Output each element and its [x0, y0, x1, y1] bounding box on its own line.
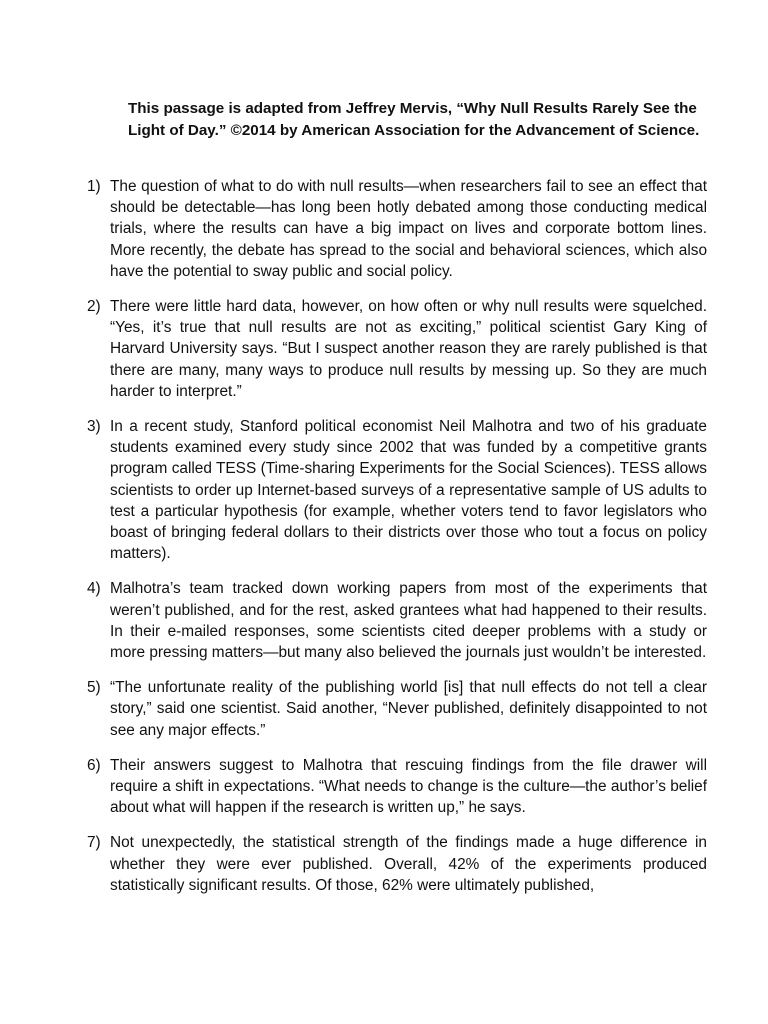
paragraph-2: [87, 296, 707, 402]
paragraph-3: [87, 416, 707, 564]
paragraph-5: [87, 677, 707, 741]
paragraph-number: 5): [87, 679, 101, 697]
paragraph-4: [87, 578, 707, 663]
paragraph-number: 6): [87, 756, 101, 774]
paragraph-number: 1): [87, 178, 101, 195]
paragraph-text: “The unfortunate reality of the publishing world [is] that null effects do not tell a clear story,” said one scientist. Said another, “Never published, definitely disappointed to not see any major effects.”: [110, 679, 707, 739]
source-note: This passage is adapted from Jeffrey Mervis, “Why Null Results Rarely See the Light of Day.” ©2014 by American Association for the Advancement of Science.: [128, 100, 700, 139]
paragraph-number: 3): [87, 418, 101, 436]
paragraph-1: [87, 176, 707, 282]
paragraph-number: 2): [87, 298, 101, 316]
paragraph-text: Malhotra’s team tracked down working papers from most of the experiments that weren’t published, and for the rest, asked grantees what had happened to their results. In their e-mailed responses, some scientists cited deeper problems with a study or more pressing matters—but many also believed the journals just wouldn’t be interested.: [110, 580, 707, 662]
paragraph-text: In a recent study, Stanford political economist Neil Malhotra and two of his graduate students examined every study since 2002 that was funded by a competitive grants program called TESS (Time-sharing Experiments for the Social Sciences). TESS allows scientists to order up Internet-based surveys of a representative sample of US adults to test a particular hypothesis (for example, whether voters tend to favor legislators who boast of bringing federal dollars to their districts over those who tout a focus on policy matters).: [110, 418, 707, 563]
paragraph-text: Their answers suggest to Malhotra that rescuing findings from the file drawer will require a shift in expectations. “What needs to change is the culture—the author’s belief about what will happen if the research is written up,” he says.: [110, 756, 707, 817]
paragraph-6: [87, 755, 707, 819]
paragraph-number: 7): [87, 834, 101, 852]
paragraph-text: Not unexpectedly, the statistical strength of the findings made a huge difference in whether they were ever published. Overall, 42% of the experiments produced statistically significant results. Of those, 62% were ultimately published,: [110, 834, 707, 894]
paragraph-text: There were little hard data, however, on how often or why null results were squelched. “Yes, it’s true that null results are not as exciting,” political scientist Gary King of Harvard University says. “But I suspect another reason they are rarely published is that there are many, many ways to produce null results by messing up. So they are much harder to interpret.”: [110, 298, 707, 400]
paragraph-number: 4): [87, 580, 101, 598]
passage-paragraphs: [87, 176, 707, 910]
paragraph-text: The question of what to do with null results—when researchers fail to see an effect that should be detectable—has long been hotly debated among those conducting medical trials, where the results can have a big impact on lives and corporate bottom lines. More recently, the debate has spread to the social and behavioral sciences, which also have the potential to sway public and social policy.: [110, 178, 707, 280]
paragraph-7: [87, 832, 707, 896]
